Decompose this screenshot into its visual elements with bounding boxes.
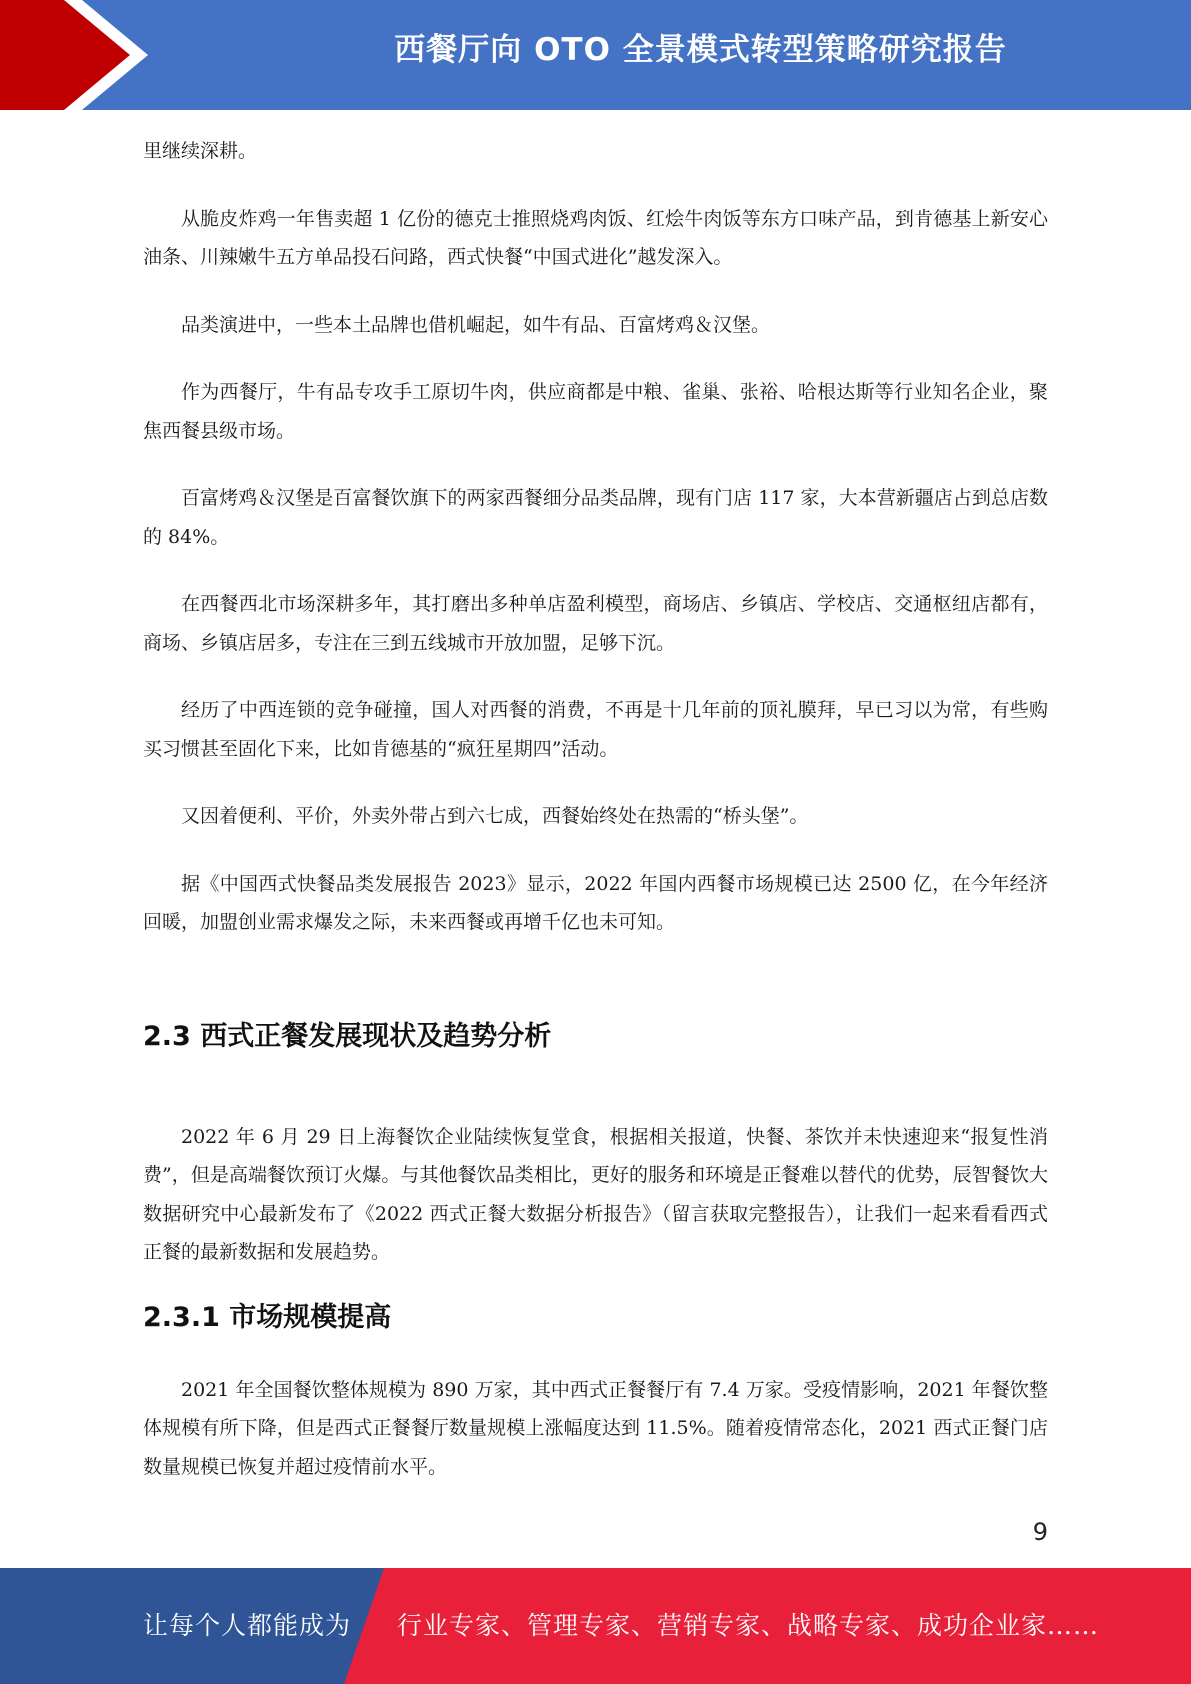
page-number: 9 xyxy=(1032,1518,1048,1546)
paragraph: 经历了中西连锁的竞争碰撞，国人对西餐的消费，不再是十几年前的顶礼膜拜，早已习以为常，有些购买习惯甚至固化下来，比如肯德基的“疯狂星期四”活动。 xyxy=(143,699,1048,760)
paragraph: 百富烤鸡＆汉堡是百富餐饮旗下的两家西餐细分品类品牌，现有门店 117 家，大本营新疆店占到总店数的 84%。 xyxy=(143,487,1048,548)
page-content xyxy=(143,132,1048,1515)
paragraph: 里继续深耕。 xyxy=(143,140,258,162)
footer-slogan-left: 让每个人都能成为 xyxy=(143,1611,352,1640)
paragraph: 品类演进中，一些本土品牌也借机崛起，如牛有品、百富烤鸡＆汉堡。 xyxy=(181,313,771,336)
section-heading: 2.3 西式正餐发展现状及趋势分析 xyxy=(143,1020,552,1052)
paragraph: 2022 年 6 月 29 日上海餐饮企业陆续恢复堂食，根据相关报道，快餐、茶饮并未快速迎来“报复性消费”，但是高端餐饮预订火爆。与其他餐饮品类相比，更好的服务和环境是正餐难以替代的优势，辰智餐饮大数据研究中心最新发布了《2022 西式正餐大数据分析报告》（留言获取完整报告），让我们一起来看看西式正餐的最新数据和发展趋势。 xyxy=(143,1125,1048,1263)
paragraph: 又因着便利、平价，外卖外带占到六七成，西餐始终处在热需的“桥头堡”。 xyxy=(181,805,809,827)
paragraph: 从脆皮炸鸡一年售卖超 1 亿份的德克士推照烧鸡肉饭、红烩牛肉饭等东方口味产品，到肯德基上新安心油条、川辣嫩牛五方单品投石问路，西式快餐“中国式进化”越发深入。 xyxy=(143,207,1048,268)
paragraph: 据《中国西式快餐品类发展报告 2023》显示，2022 年国内西餐市场规模已达 2500 亿，在今年经济回暖，加盟创业需求爆发之际，未来西餐或再增千亿也未可知。 xyxy=(143,872,1048,933)
paragraph: 在西餐西北市场深耕多年，其打磨出多种单店盈利模型，商场店、乡镇店、学校店、交通枢纽店都有，商场、乡镇店居多，专注在三到五线城市开放加盟，足够下沉。 xyxy=(143,593,1048,654)
header-banner xyxy=(0,0,1191,110)
paragraph: 作为西餐厅，牛有品专攻手工原切牛肉，供应商都是中粮、雀巢、张裕、哈根达斯等行业知名企业，聚焦西餐县级市场。 xyxy=(143,381,1048,442)
footer-slogan-right: 行业专家、管理专家、营销专家、战略专家、成功企业家…… xyxy=(397,1611,1100,1640)
footer-banner xyxy=(0,1568,1191,1684)
subsection-heading: 2.3.1 市场规模提高 xyxy=(143,1301,392,1333)
document-title: 西餐厅向 OTO 全景模式转型策略研究报告 xyxy=(394,32,1007,68)
paragraph: 2021 年全国餐饮整体规模为 890 万家，其中西式正餐餐厅有 7.4 万家。受疫情影响，2021 年餐饮整体规模有所下降，但是西式正餐餐厅数量规模上涨幅度达到 11.5%。随着疫情常态化，2021 西式正餐门店数量规模已恢复并超过疫情前水平。 xyxy=(143,1378,1048,1478)
